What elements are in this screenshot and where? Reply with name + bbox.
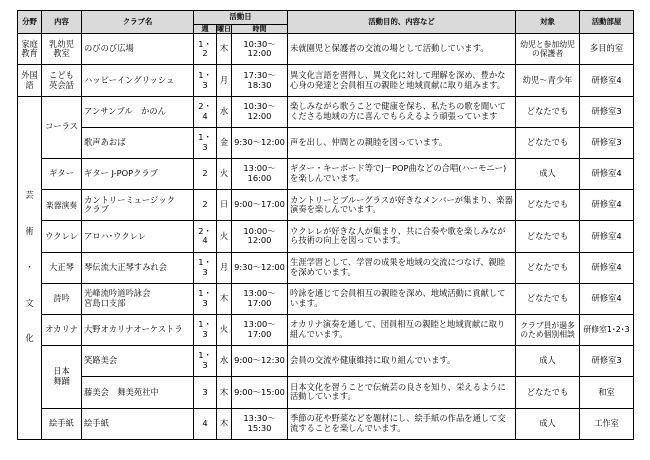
target-cell: 幼児～青少年: [516, 65, 580, 96]
time-cell: 9:30～12:00: [232, 127, 288, 158]
content-cell: こども 英会話: [42, 65, 82, 96]
purpose-cell: ウクレレが好きな人が集まり、共に合奏や歌を楽しみながら技術の向上を図っています。: [288, 221, 516, 252]
purpose-cell: 日本文化を習うことで伝統芸の良さを知り、栄えるように活動しています。: [288, 377, 516, 408]
club-cell: 藤美会 舞美苑社中: [82, 377, 194, 408]
field-char: 文: [25, 297, 34, 308]
table-row: [18, 346, 634, 377]
purpose-cell: 吟詠を通じて会員相互の親睦を深め、地域活動に貢献しています。: [288, 283, 516, 314]
header-content: 内容: [42, 11, 82, 34]
week-cell: 4: [194, 408, 217, 439]
content-cell: ウクレレ: [42, 221, 82, 252]
header-club: クラブ名: [82, 11, 194, 34]
field-char: ・: [25, 261, 34, 272]
day-cell: 月: [217, 65, 232, 96]
day-cell: 火: [217, 221, 232, 252]
club-cell: のびのび広場: [82, 34, 194, 65]
target-cell: どなたでも: [516, 127, 580, 158]
room-cell: 研修室4: [580, 65, 634, 96]
day-cell: 火: [217, 159, 232, 190]
target-cell: どなたでも: [516, 221, 580, 252]
week-cell: 1・3: [194, 252, 217, 283]
purpose-cell: 会員の交流や健康維持に取り組んでいます。: [288, 346, 516, 377]
day-cell: 金: [217, 127, 232, 158]
club-cell: 大野オカリナオーケストラ: [82, 314, 194, 345]
club-cell: ギター J-POPクラブ: [82, 159, 194, 190]
target-cell: どなたでも: [516, 377, 580, 408]
table-row: [18, 221, 634, 252]
purpose-cell: 声を出し、仲間との親睦を図っています。: [288, 127, 516, 158]
time-cell: 9:30～12:00: [232, 252, 288, 283]
club-cell: 光峰流吟道吟詠会 宮島口支部: [82, 283, 194, 314]
club-cell: カントリーミュージック クラブ: [82, 190, 194, 221]
field-char: 芸: [25, 190, 34, 201]
target-cell: クラブ員が過多 のため個別相談: [516, 314, 580, 345]
week-cell: 1・3: [194, 127, 217, 158]
field-char: 化: [25, 333, 34, 344]
time-cell: 17:30～18:30: [232, 65, 288, 96]
day-cell: 水: [217, 346, 232, 377]
content-cell: コーラス: [42, 96, 82, 158]
target-cell: 幼児と参加幼児 の保護者: [516, 34, 580, 65]
header-week: 週: [194, 25, 217, 34]
content-cell: 日本 舞踊: [42, 346, 82, 408]
day-cell: 日: [217, 190, 232, 221]
week-cell: 2: [194, 159, 217, 190]
target-cell: どなたでも: [516, 283, 580, 314]
purpose-cell: 生涯学習として、学習の成果を地域の交流につなげ、親睦を深めています。: [288, 252, 516, 283]
week-cell: 1・3: [194, 314, 217, 345]
target-cell: どなたでも: [516, 252, 580, 283]
field-char: 術: [25, 225, 34, 236]
time-cell: 10:30～12:00: [232, 34, 288, 65]
content-cell: オカリナ: [42, 314, 82, 345]
header-field: 分野: [18, 11, 42, 34]
day-cell: 火: [217, 314, 232, 345]
club-activity-table: [17, 10, 634, 440]
room-cell: 研修室3: [580, 346, 634, 377]
club-cell: アンサンブル かのん: [82, 96, 194, 127]
table-row: [18, 283, 634, 314]
day-cell: 木: [217, 377, 232, 408]
purpose-cell: 未就園児と保護者の交流の場として活動しています。: [288, 34, 516, 65]
table-row: [18, 159, 634, 190]
room-cell: 多目的室: [580, 34, 634, 65]
week-cell: 2: [194, 190, 217, 221]
content-cell: 絵手紙: [42, 408, 82, 439]
header-time: 時間: [232, 25, 288, 34]
field-cell-home: 家庭 教育: [18, 34, 42, 65]
room-cell: 研修室4: [580, 159, 634, 190]
club-cell: ハッピーイングリッシュ: [82, 65, 194, 96]
table-row: [18, 34, 634, 65]
club-cell: アロハ･ウクレレ: [82, 221, 194, 252]
room-cell: 工作室: [580, 408, 634, 439]
room-cell: 研修室1･2･3: [580, 314, 634, 345]
room-cell: 研修室4: [580, 190, 634, 221]
week-cell: 1・2: [194, 34, 217, 65]
purpose-cell: 季節の花や野菜などを題材にし、絵手紙の作品を通して交流することを楽しんでいます。: [288, 408, 516, 439]
room-cell: 研修室4: [580, 221, 634, 252]
field-cell-foreign: 外国 語: [18, 65, 42, 96]
content-cell: 詩吟: [42, 283, 82, 314]
field-cell-arts: [18, 96, 42, 439]
purpose-cell: 異文化言語を習得し、異文化に対して理解を深め、豊かな心身の発達と会員相互の親睦と地域貢献に取り組みます。: [288, 65, 516, 96]
room-cell: 研修室3: [580, 127, 634, 158]
header-day: 曜日: [217, 25, 231, 33]
time-cell: 10:00～12:00: [232, 221, 288, 252]
table-row: [18, 252, 634, 283]
purpose-cell: 楽しみながら歌うことで健康を保ち、私たちの歌を聞いてくださる地域の方に喜んでもらえるよう頑張っています: [288, 96, 516, 127]
week-cell: 1・3: [194, 283, 217, 314]
week-cell: 1・3: [194, 65, 217, 96]
time-cell: 13:00～17:00: [232, 283, 288, 314]
target-cell: 成人: [516, 346, 580, 377]
content-cell: ギター: [42, 159, 82, 190]
day-cell: 月: [217, 252, 232, 283]
table-row: [18, 127, 634, 158]
table-row: [18, 314, 634, 345]
time-cell: 9:00～15:00: [232, 377, 288, 408]
day-cell: 木: [217, 408, 232, 439]
table-row: [18, 65, 634, 96]
day-cell: 水: [217, 96, 232, 127]
table-row: [18, 190, 634, 221]
day-cell: 木: [217, 34, 232, 65]
purpose-cell: カントリーとブルーグラスが好きなメンバーが集まり、楽器演奏を楽しんでいます。: [288, 190, 516, 221]
table-row: [18, 377, 634, 408]
purpose-cell: ギター・キーボード等でJ－POP曲などの合唱(ハーモニー)を楽しんでいます。: [288, 159, 516, 190]
target-cell: 成人: [516, 408, 580, 439]
week-cell: 2・4: [194, 96, 217, 127]
purpose-cell: オカリナ演奏を通して、団員相互の親睦と地域貢献に取り組んでいます。: [288, 314, 516, 345]
room-cell: 和室: [580, 377, 634, 408]
table-row: [18, 96, 634, 127]
header-target: 対象: [516, 11, 580, 34]
target-cell: どなたでも: [516, 190, 580, 221]
day-cell: 木: [217, 283, 232, 314]
header-schedule: 活動日: [194, 11, 288, 25]
target-cell: 成人: [516, 159, 580, 190]
time-cell: 13:30～15:30: [232, 408, 288, 439]
time-cell: 13:00～17:00: [232, 314, 288, 345]
week-cell: 2・4: [194, 221, 217, 252]
header-room: 活動部屋: [580, 11, 634, 34]
club-cell: 琴伝流大正琴すみれ会: [82, 252, 194, 283]
target-cell: どなたでも: [516, 96, 580, 127]
club-cell: 歌声あおば: [82, 127, 194, 158]
table-row: [18, 408, 634, 439]
content-cell: 大正琴: [42, 252, 82, 283]
week-cell: 3: [194, 377, 217, 408]
time-cell: 13:00～16:00: [232, 159, 288, 190]
content-cell: 楽器演奏: [42, 190, 82, 221]
time-cell: 10:30～12:00: [232, 96, 288, 127]
club-cell: 絵手紙: [82, 408, 194, 439]
content-cell: 乳幼児 教室: [42, 34, 82, 65]
time-cell: 9:00～17:00: [232, 190, 288, 221]
club-cell: 笑路美会: [82, 346, 194, 377]
header-purpose: 活動目的、内容など: [288, 11, 516, 34]
time-cell: 9:00～12:30: [232, 346, 288, 377]
room-cell: 研修室3: [580, 96, 634, 127]
room-cell: 研修室4: [580, 252, 634, 283]
room-cell: 研修室4: [580, 283, 634, 314]
week-cell: 1・3: [194, 346, 217, 377]
